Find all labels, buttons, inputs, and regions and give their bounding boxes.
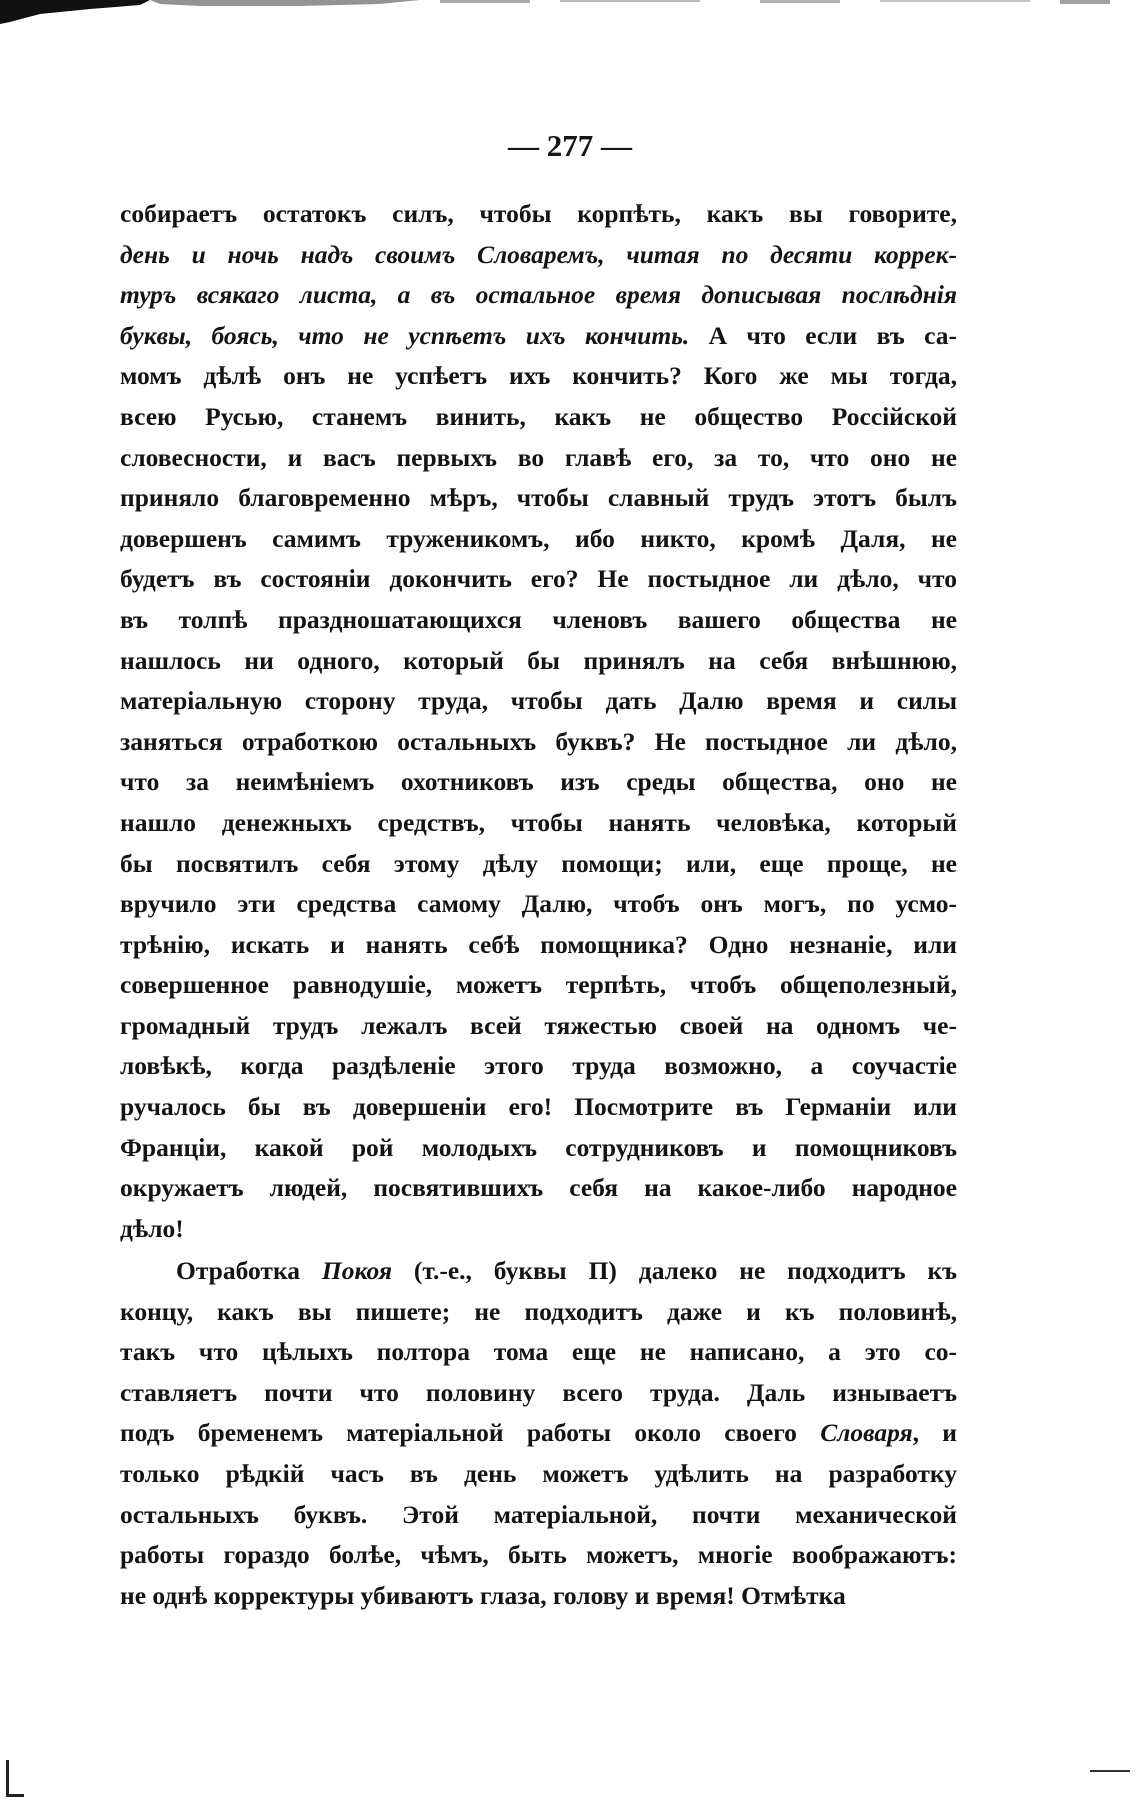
italic-text: Словаря (820, 1418, 913, 1448)
text-run: дѣло! (120, 1213, 184, 1243)
text-run: остальныхъ буквъ. Этой матеріальной, почти механической (120, 1499, 957, 1529)
page-number: — 277 — (508, 128, 632, 163)
text-line (120, 722, 957, 763)
text-line (120, 235, 957, 276)
text-run: момъ дѣлѣ онъ не успѣетъ ихъ кончить? Кого же мы тогда, (120, 361, 957, 391)
text-line (120, 965, 957, 1006)
text-line (120, 1251, 957, 1292)
text-run: приняло благовременно мѣръ, чтобы славный трудъ этотъ былъ (120, 483, 957, 513)
text-line (120, 275, 957, 316)
text-line (120, 478, 957, 519)
text-line (120, 1535, 957, 1576)
text-line (120, 356, 957, 397)
text-line (120, 1332, 957, 1373)
text-line (120, 762, 957, 803)
text-run: бы посвятилъ себя этому дѣлу помощи; или, еще проще, не (120, 848, 957, 878)
italic-text: туръ всякаго листа, а въ остальное время дописывая послѣднія (120, 280, 957, 310)
italic-text: буквы, боясь, что не успѣетъ ихъ кончить. (120, 320, 690, 350)
text-line (120, 1046, 957, 1087)
text-line (120, 1495, 957, 1536)
text-run: что за неимѣніемъ охотниковъ изъ среды общества, оно не (120, 767, 957, 797)
text-line (120, 1168, 957, 1209)
text-line (120, 884, 957, 925)
text-line (120, 681, 957, 722)
text-run: матеріальную сторону труда, чтобы дать Далю время и силы (120, 686, 957, 716)
text-line (120, 803, 957, 844)
text-line (120, 641, 957, 682)
text-run: громадный трудъ лежалъ всей тяжестью своей на одномъ че- (120, 1010, 957, 1040)
text-line (120, 1373, 957, 1414)
italic-text: Покоя (321, 1256, 392, 1286)
text-run: всею Русью, станемъ винить, какъ не общество Россійской (120, 401, 957, 431)
text-line (120, 1413, 957, 1454)
text-run: такъ что цѣлыхъ полтора тома еще не написано, а это со- (120, 1337, 957, 1367)
text-run: въ толпѣ праздношатающихся членовъ вашего общества не (120, 604, 957, 634)
text-run: вручило эти средства самому Далю, чтобъ онъ могъ, по усмо- (120, 889, 957, 919)
text-run: концу, какъ вы пишете; не подходитъ даже и къ половинѣ, (120, 1296, 957, 1326)
text-run: не однѣ корректуры убиваютъ глаза, голову и время! Отмѣтка (120, 1580, 846, 1610)
text-run: довершенъ самимъ труженикомъ, ибо никто, кромѣ Даля, не (120, 523, 957, 553)
text-run: подъ бременемъ матеріальной работы около своего (120, 1418, 821, 1448)
text-line (120, 1292, 957, 1333)
text-run: совершенное равнодушіе, можетъ терпѣть, чтобъ общеполезный, (120, 970, 957, 1000)
text-line (120, 844, 957, 885)
text-run: собираетъ остатокъ силъ, чтобы корпѣть, какъ вы говорите, (120, 199, 957, 228)
scan-edge-left (0, 1760, 30, 1801)
text-run: , и (912, 1418, 957, 1448)
text-line (120, 519, 957, 560)
italic-text: день и ночь надъ своимъ Словаремъ, читая по десяти коррек- (120, 239, 957, 269)
text-line (120, 1006, 957, 1047)
text-line (120, 1209, 957, 1250)
text-run: ставляетъ почти что половину всего труда. Даль изнываетъ (120, 1377, 957, 1407)
text-run: нашло денежныхъ средствъ, чтобы нанять человѣка, который (120, 807, 957, 837)
text-run: А что если въ са- (689, 320, 957, 350)
text-line (120, 194, 957, 235)
text-run: только рѣдкій часъ въ день можетъ удѣлить на разработку (120, 1459, 957, 1488)
text-run: (т.-е., буквы П) далеко не подходитъ къ (392, 1256, 958, 1286)
text-run: трѣнію, искать и нанять себѣ помощника? Одно незнаніе, или (120, 929, 957, 959)
text-run: работы гораздо болѣе, чѣмъ, быть можетъ, многіе воображаютъ: (120, 1540, 957, 1570)
text-run: Отработка (176, 1256, 322, 1286)
text-run: будетъ въ состояніи докончить его? Не постыдное ли дѣло, что (120, 564, 957, 594)
scan-edge-top (0, 0, 1140, 26)
text-run: Франціи, какой рой молодыхъ сотрудниковъ и помощниковъ (120, 1132, 957, 1162)
text-run: нашлось ни одного, который бы принялъ на себя внѣшнюю, (120, 645, 957, 675)
text-run: ловѣкѣ, когда раздѣленіе этого труда возможно, а соучастіе (120, 1051, 957, 1081)
text-run: ручалось бы въ довершеніи его! Посмотрите въ Германіи или (120, 1092, 957, 1122)
text-line (120, 438, 957, 479)
text-line (120, 1128, 957, 1169)
text-line (120, 397, 957, 438)
text-line (120, 316, 957, 357)
text-line (120, 1454, 957, 1495)
text-line (120, 559, 957, 600)
text-line (120, 1576, 957, 1617)
body-text (120, 194, 957, 1616)
text-line (120, 600, 957, 641)
scan-edge-right (1090, 1768, 1130, 1774)
text-run: заняться отработкою остальныхъ буквъ? Не постыдное ли дѣло, (120, 726, 957, 756)
text-run: словесности, и васъ первыхъ во главѣ его, за то, что оно не (120, 442, 957, 472)
text-run: окружаетъ людей, посвятившихъ себя на какое-либо народное (120, 1173, 957, 1203)
text-line (120, 925, 957, 966)
text-line (120, 1087, 957, 1128)
